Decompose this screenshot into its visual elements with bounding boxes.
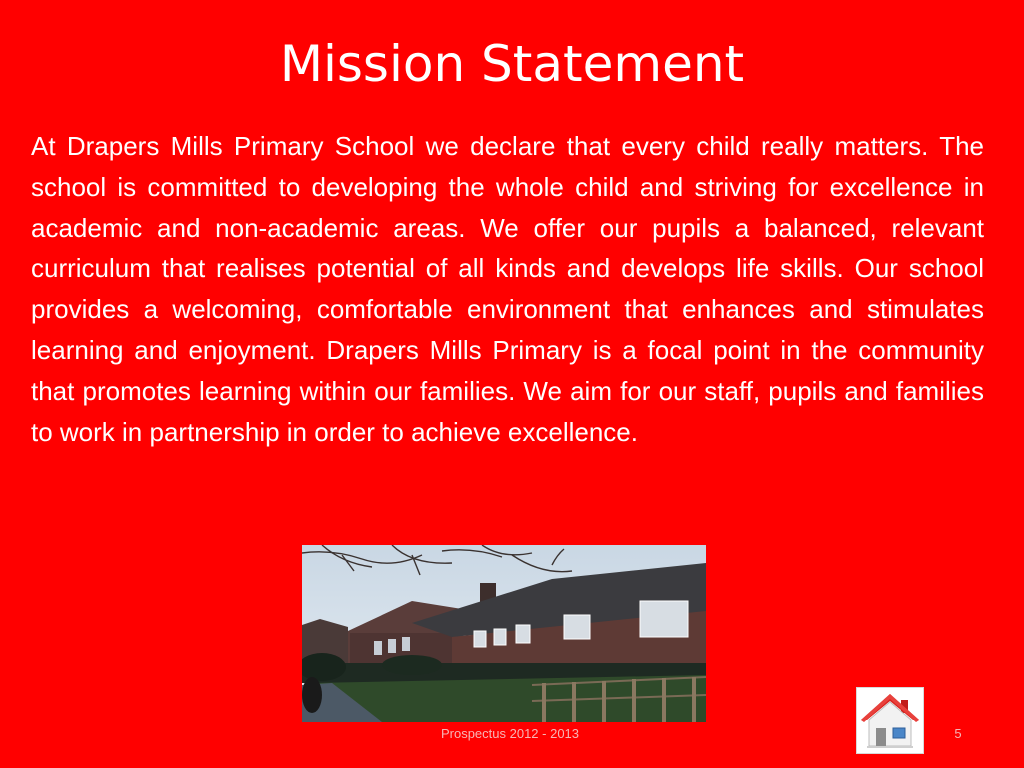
footer-prospectus: Prospectus 2012 - 2013 <box>440 726 580 741</box>
mission-text: At Drapers Mills Primary School we declare that every child really matters. The school is committed to developing the whole child and striving for excellence in academic and non-academic areas. We offer our pupils a balanced, relevant curriculum that realises potential of all kinds and develops life skills. Our school provides a welcoming, comfortable environment that enhances and stimulates learning and enjoyment. Drapers Mills Primary is a focal point in the community that promotes learning within our families. We aim for our staff, pupils and families to work in partnership in order to achieve excellence. <box>31 131 984 447</box>
page-number: 5 <box>954 726 962 741</box>
slide-title: Mission Statement <box>279 35 745 93</box>
school-photo <box>302 545 706 722</box>
home-button[interactable] <box>856 687 924 754</box>
home-icon <box>857 688 923 753</box>
